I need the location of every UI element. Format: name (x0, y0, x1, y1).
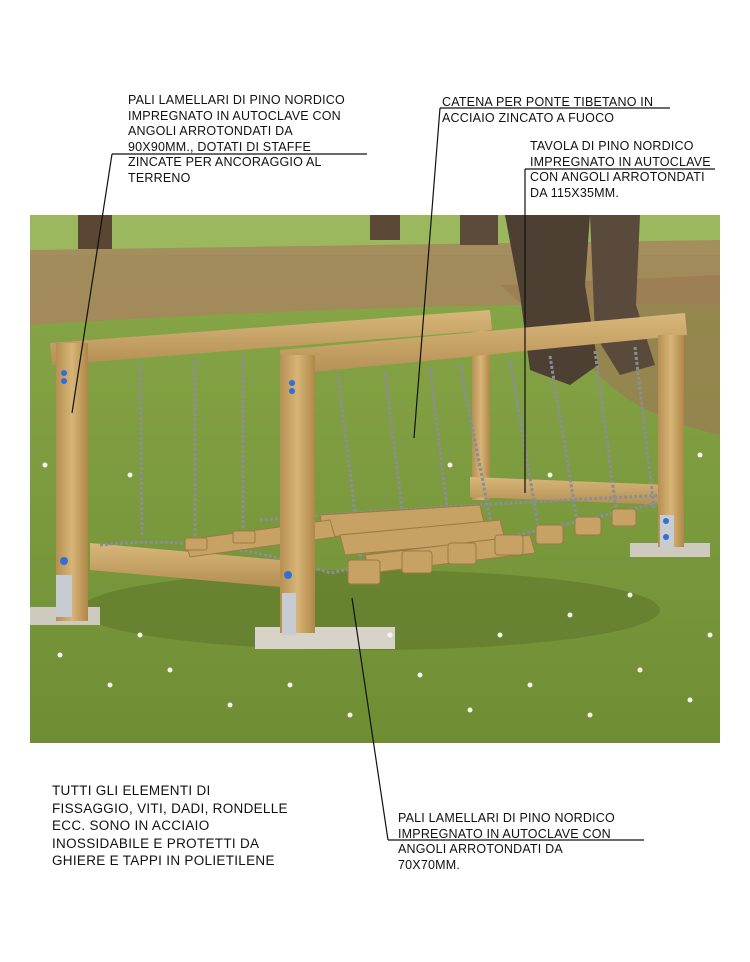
front-mid-post (280, 355, 315, 633)
tree-trunk (78, 215, 112, 249)
anchor-bracket (56, 575, 72, 617)
tree-trunk (370, 215, 400, 240)
label-chain: CATENA PER PONTE TIBETANO IN ACCIAIO ZINCATO A FUOCO (442, 95, 654, 125)
note-fixings: TUTTI GLI ELEMENTI DI FISSAGGIO, VITI, DADI, RONDELLE ECC. SONO IN ACCIAIO INOSSIDABILE E PROTETTI DA GHIERE E TAPPI IN POLIETILENE (52, 783, 288, 868)
label-posts-small: PALI LAMELLARI DI PINO NORDICO IMPREGNATO IN AUTOCLAVE CON ANGOLI ARROTONDATI DA 70X70MM. (398, 811, 615, 872)
anchor-bracket (282, 593, 296, 635)
tree-trunk (460, 215, 498, 245)
footing (255, 627, 395, 649)
label-plank: TAVOLA DI PINO NORDICO IMPREGNATO IN AUTOCLAVE CON ANGOLI ARROTONDATI DA 115X35MM. (530, 139, 711, 200)
product-photo (30, 215, 720, 743)
label-posts-main: PALI LAMELLARI DI PINO NORDICO IMPREGNATO IN AUTOCLAVE CON ANGOLI ARROTONDATI DA 90X90MM., DOTATI DI STAFFE ZINCATE PER ANCORAGGIO AL TERRENO (128, 93, 345, 185)
